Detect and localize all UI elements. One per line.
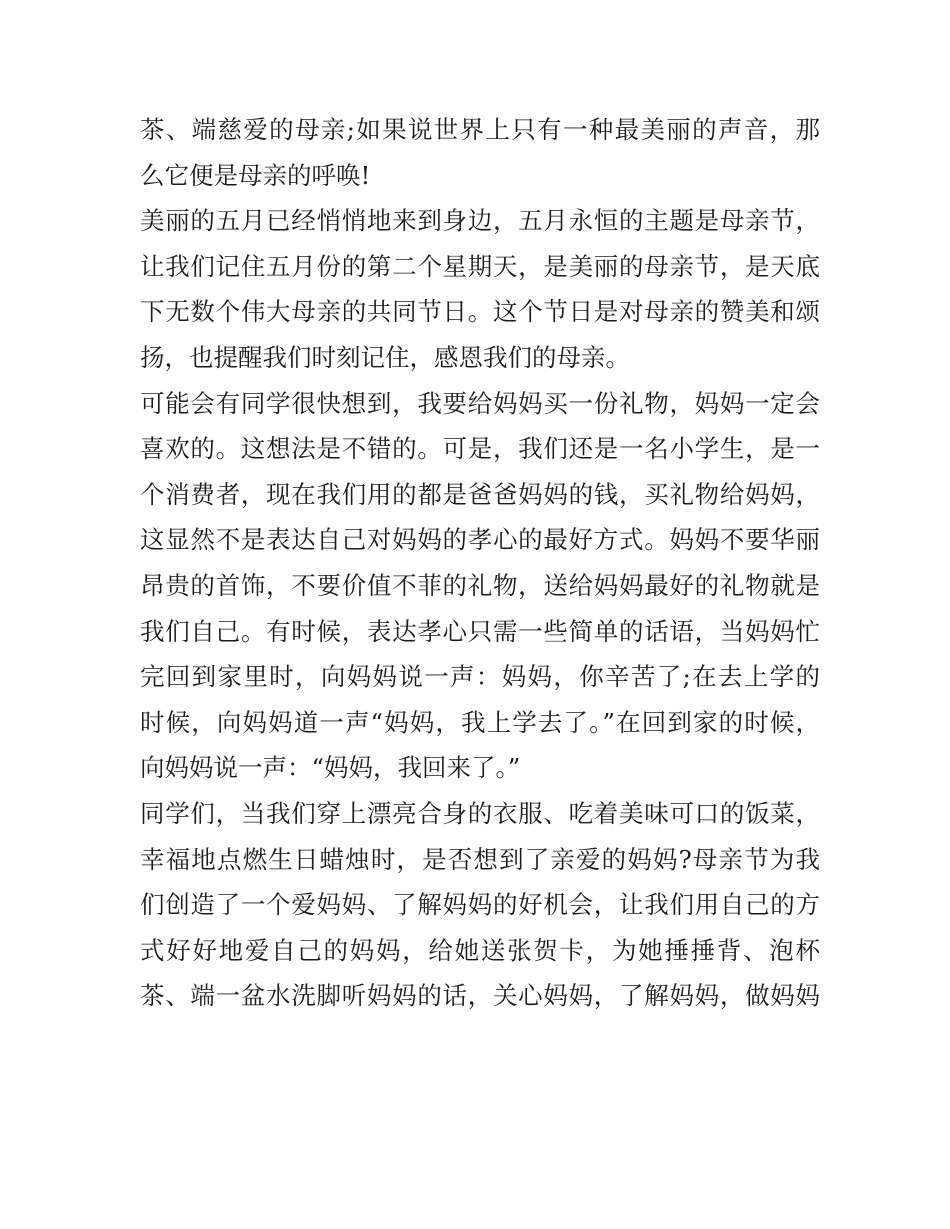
text-line: 茶、端一盆水洗脚听妈妈的话，关心妈妈，了解妈妈，做妈妈	[140, 981, 820, 1011]
text-line: 让我们记住五月份的第二个星期天，是美丽的母亲节，是天底	[140, 251, 820, 281]
text-line: 同学们，当我们穿上漂亮合身的衣服、吃着美味可口的饭菜，	[140, 798, 820, 828]
text-line: 们创造了一个爱妈妈、了解妈妈的好机会，让我们用自己的方	[140, 890, 820, 920]
text-line: 可能会有同学很快想到，我要给妈妈买一份礼物，妈妈一定会	[140, 388, 820, 418]
text-line: 么它便是母亲的呼唤!	[140, 160, 371, 190]
text-line: 昂贵的首饰，不要价值不菲的礼物，送给妈妈最好的礼物就是	[140, 570, 820, 600]
text-line: 扬，也提醒我们时刻记住，感恩我们的母亲。	[140, 342, 630, 372]
text-line: 喜欢的。这想法是不错的。可是，我们还是一名小学生，是一	[140, 434, 820, 464]
text-line: 时候，向妈妈道一声“妈妈，我上学去了。”在回到家的时候，	[140, 707, 820, 737]
text-line: 个消费者，现在我们用的都是爸爸妈妈的钱，买礼物给妈妈，	[140, 479, 820, 509]
text-line: 美丽的五月已经悄悄地来到身边，五月永恒的主题是母亲节，	[140, 206, 820, 236]
text-line: 这显然不是表达自己对妈妈的孝心的最好方式。妈妈不要华丽	[140, 525, 820, 555]
body-text	[140, 107, 820, 1019]
text-line: 我们自己。有时候，表达孝心只需一些简单的话语，当妈妈忙	[140, 616, 820, 646]
text-line: 向妈妈说一声：“妈妈，我回来了。”	[140, 753, 521, 783]
text-line: 幸福地点燃生日蜡烛时，是否想到了亲爱的妈妈?母亲节为我	[140, 844, 820, 874]
text-line: 下无数个伟大母亲的共同节日。这个节日是对母亲的赞美和颂	[140, 297, 820, 327]
text-line: 完回到家里时，向妈妈说一声：妈妈，你辛苦了;在去上学的	[140, 662, 820, 692]
text-line: 式好好地爱自己的妈妈，给她送张贺卡，为她捶捶背、泡杯	[140, 935, 820, 965]
text-line: 茶、端慈爱的母亲;如果说世界上只有一种最美丽的声音，那	[140, 115, 820, 144]
